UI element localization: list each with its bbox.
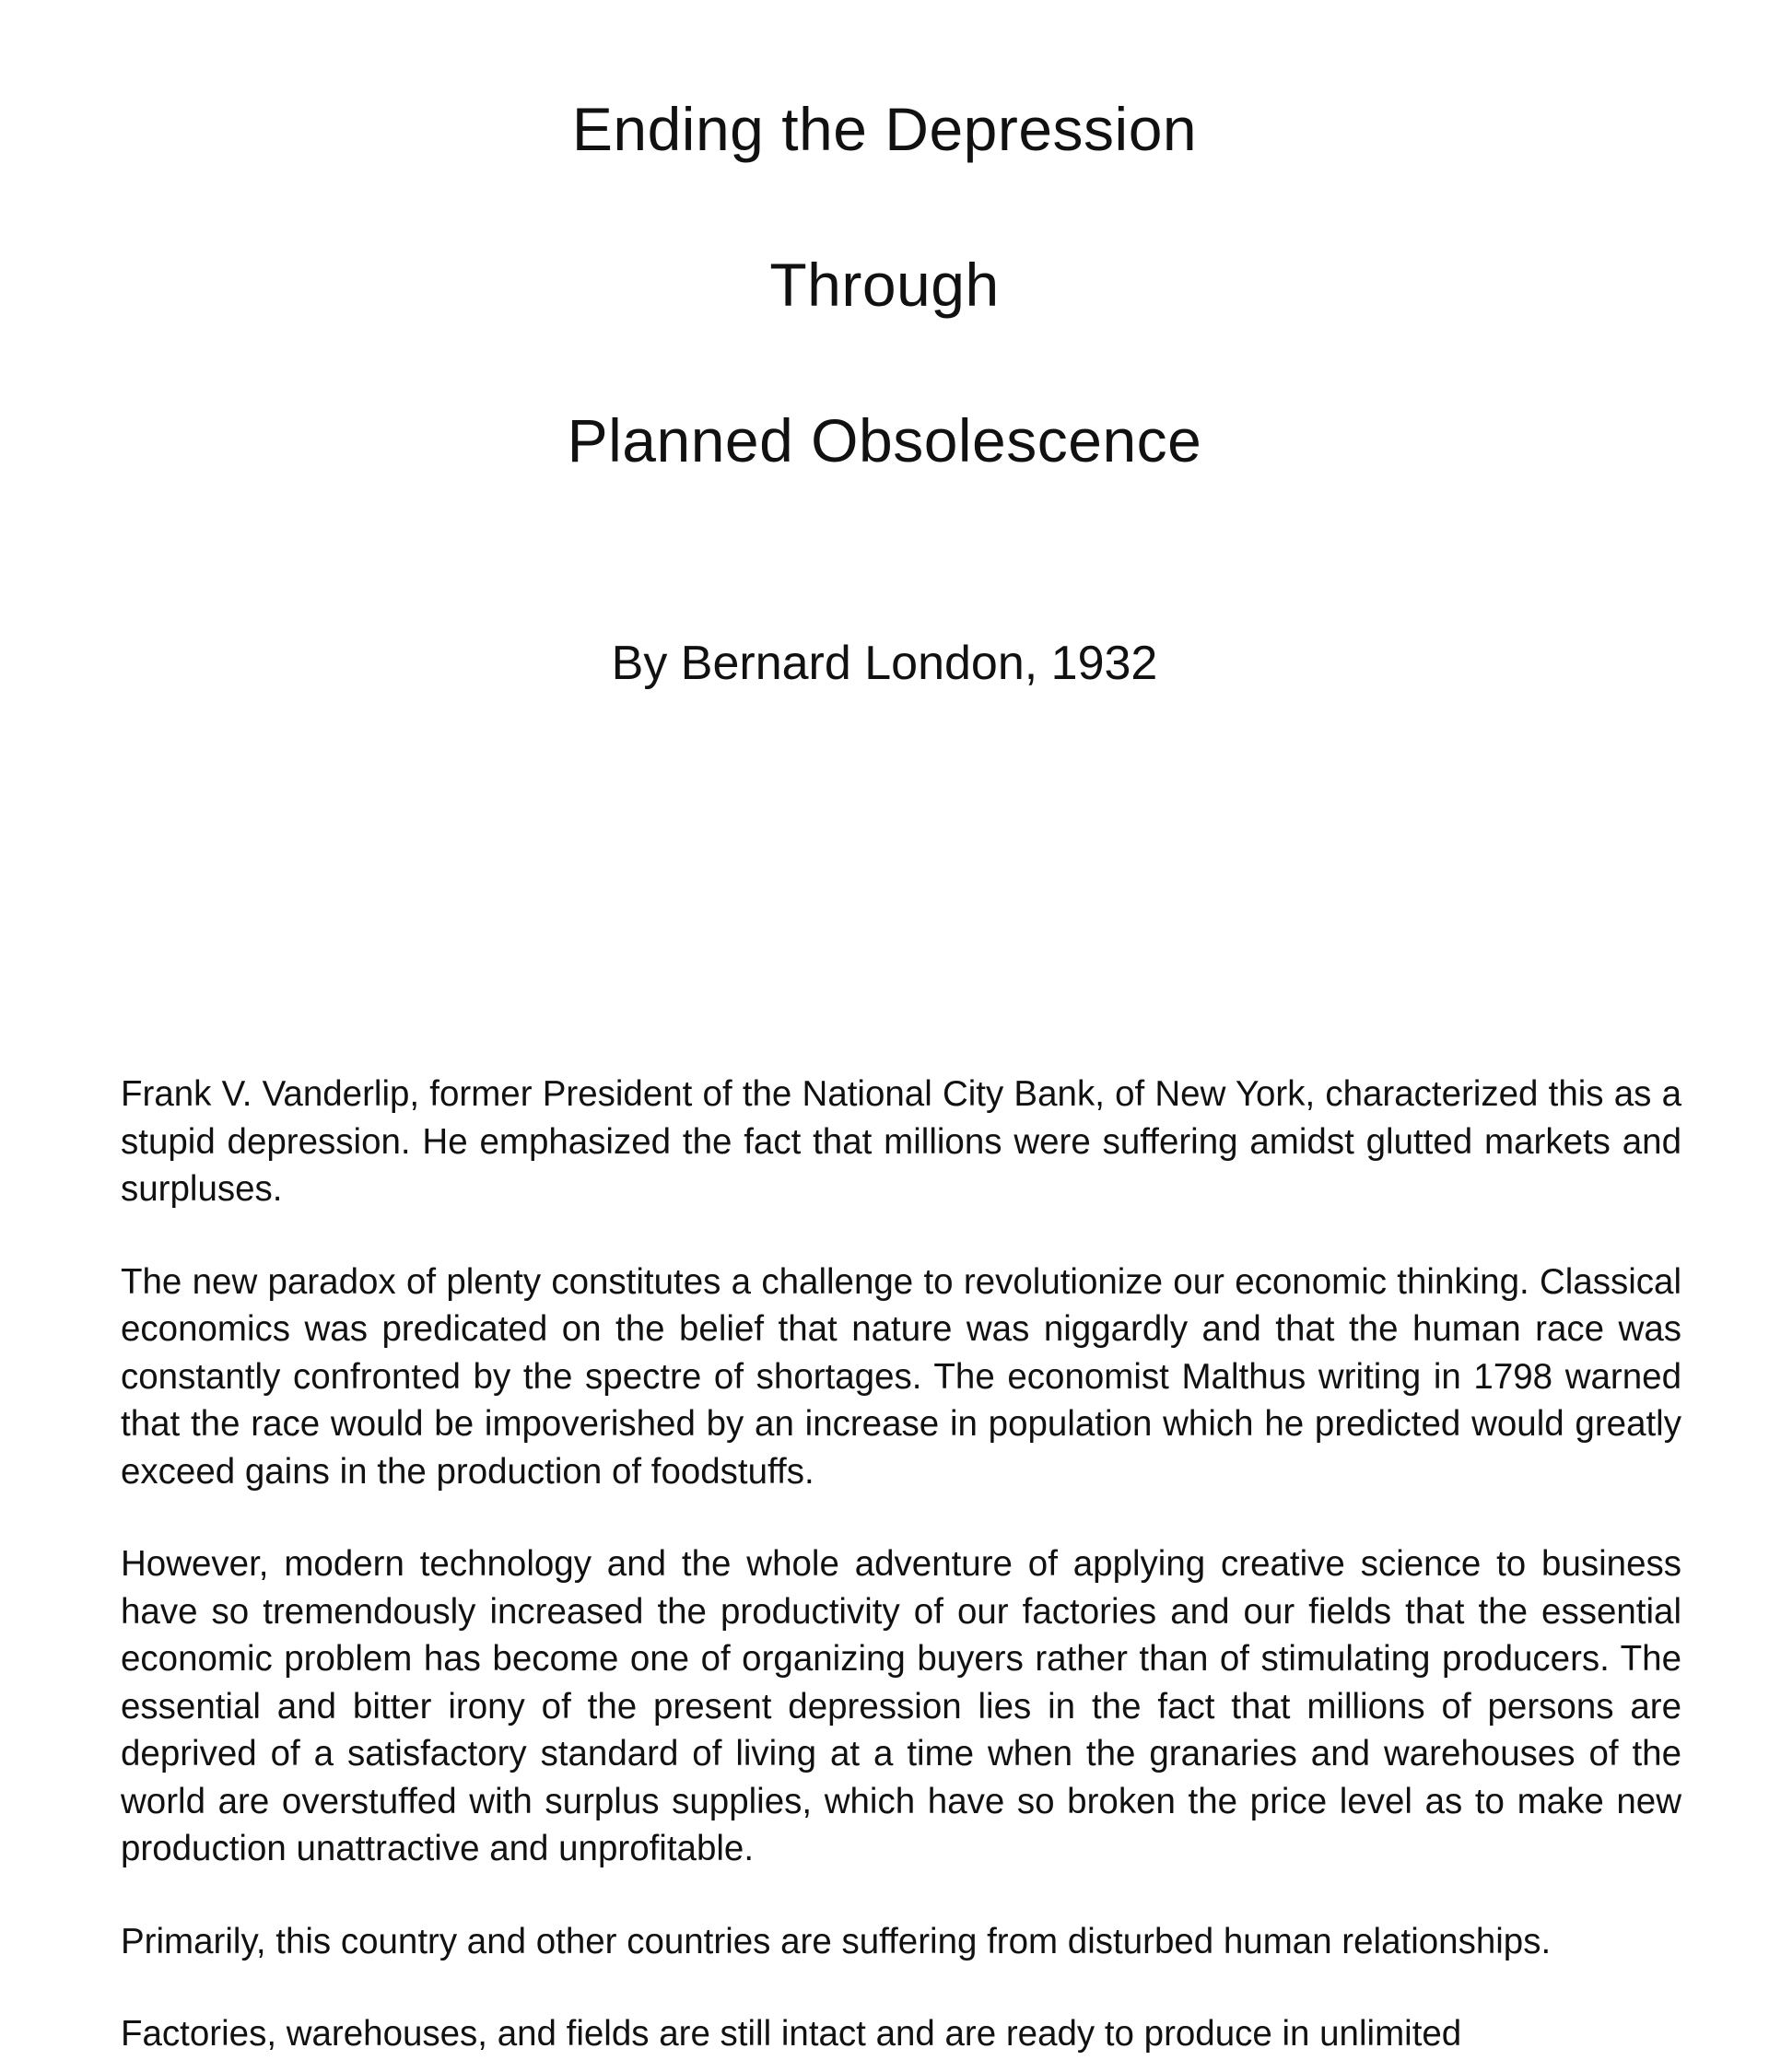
paragraph: Frank V. Vanderlip, former President of the National City Bank, of New York, characterized this as a stupid depression. He emphasized the fact that millions were suffering amidst glutted markets and surpluses. bbox=[121, 1074, 1681, 1209]
title-line-3: Planned Obsolescence bbox=[567, 406, 1202, 474]
paragraph: The new paradox of plenty constitutes a challenge to revolutionize our economic thinking. Classical economics was predicated on the belief that nature was niggardly and that the human race was constantly confronted by the spectre of shortages. The economist Malthus writing in 1798 warned that the race would be impoverished by an increase in population which he predicted would greatly exceed gains in the production of foodstuffs. bbox=[121, 1261, 1681, 1492]
title-line-2: Through bbox=[769, 251, 1000, 319]
paragraph: Primarily, this country and other countries are suffering from disturbed human relationships. bbox=[121, 1921, 1552, 1961]
title-line-1: Ending the Depression bbox=[571, 95, 1198, 163]
author-line: By Bernard London, 1932 bbox=[611, 637, 1158, 690]
paragraph: Factories, warehouses, and fields are still intact and are ready to produce in unlimited bbox=[121, 2014, 1462, 2054]
paragraph: However, modern technology and the whole adventure of applying creative science to business have so tremendously increased the productivity of our factories and our fields that the essential economic problem has become one of organizing buyers rather than of stimulating producers. The essential and bitter irony of the present depression lies in the fact that millions of persons are deprived of a satisfactory standard of living at a time when the granaries and warehouses of the world are overstuffed with surplus supplies, which have so broken the price level as to make new production unattractive and unprofitable. bbox=[121, 1544, 1681, 1868]
body-text bbox=[121, 1071, 1681, 2072]
